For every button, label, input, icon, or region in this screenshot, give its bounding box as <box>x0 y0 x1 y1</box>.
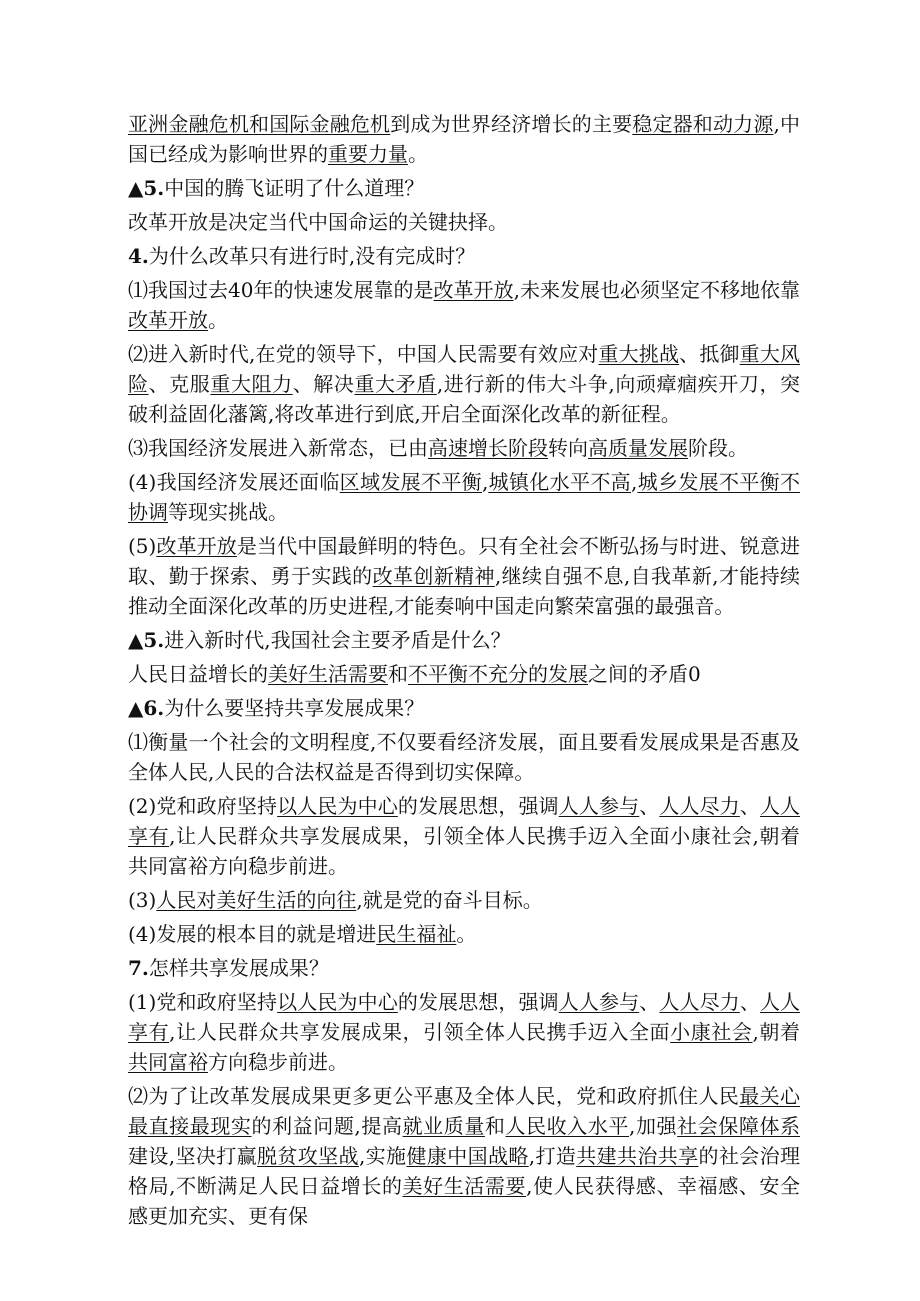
underlined-keyword: 人人参与 <box>558 794 640 818</box>
underlined-keyword: 重大挑战 <box>598 342 680 366</box>
underlined-keyword: 不平衡不充分的发展 <box>408 662 588 686</box>
underlined-keyword: 社会保障体系 <box>677 1114 801 1138</box>
underlined-keyword: 人人参与 <box>558 990 640 1014</box>
underlined-keyword: 人人尽力 <box>659 794 740 818</box>
text-run: 进入新时代,我国社会主要矛盾是什么？ <box>164 628 511 652</box>
text-run: 、 <box>639 990 660 1014</box>
text-run: 、抵御 <box>679 342 740 366</box>
underlined-keyword: 美好生活需要 <box>268 662 388 686</box>
text-run: 到成为世界经济增长的主要 <box>390 112 633 136</box>
paragraph <box>128 885 800 915</box>
paragraph <box>128 727 800 787</box>
paragraph <box>128 791 800 881</box>
text-run: 转向 <box>548 436 588 460</box>
text-run: 。 <box>456 922 477 946</box>
paragraph <box>128 467 800 527</box>
text-run: 的发展思想，强调 <box>397 990 559 1014</box>
text-run: (4)发展的根本目的就是增进 <box>128 922 377 946</box>
paragraph <box>128 173 800 203</box>
question-number: ▲6. <box>128 696 165 720</box>
underlined-keyword: 共建共治共享 <box>576 1144 699 1168</box>
underlined-keyword: 重要力量 <box>328 142 408 166</box>
text-run: 的发展思想，强调 <box>397 794 559 818</box>
underlined-keyword: 民生福祉 <box>376 922 457 946</box>
underlined-keyword: 重大阻力 <box>210 372 293 396</box>
underlined-keyword: 人民对美好生活的向往 <box>156 888 357 912</box>
underlined-keyword: 脱贫攻坚战 <box>257 1144 359 1168</box>
text-run: ,打造 <box>528 1144 577 1168</box>
text-run: 建设,坚决打赢 <box>128 1144 258 1168</box>
paragraph <box>128 109 800 169</box>
text-run: 为什么改革只有进行时,没有完成时？ <box>148 244 476 268</box>
text-run: 的利益问题,提高 <box>251 1114 403 1138</box>
underlined-keyword: 最关心最直接最现实 <box>128 1084 800 1138</box>
underlined-keyword: 人人享有 <box>128 794 801 848</box>
text-run: ,就是党的奋斗目标。 <box>356 888 543 912</box>
paragraph <box>128 1081 800 1231</box>
text-run: 、 <box>739 990 760 1014</box>
text-run: 阶段。 <box>688 436 748 460</box>
underlined-keyword: 美好生活需要 <box>402 1174 527 1198</box>
text-run: ,中国已经成为影响世界的 <box>128 112 801 166</box>
text-run: ,继续自强不息,自我革新,才能持续推动全面深化改革的历史进程,才能奏响中国走向繁荣富强的最强音。 <box>128 564 800 618</box>
paragraph <box>128 693 800 723</box>
underlined-keyword: 高质量发展 <box>588 436 688 460</box>
underlined-keyword: 改革创新精神 <box>372 564 495 588</box>
text-run: (5) <box>128 534 157 558</box>
text-run: 为什么要坚持共享发展成果？ <box>164 696 425 720</box>
text-run: (1)党和政府坚持 <box>128 990 278 1014</box>
text-run: 。 <box>408 142 428 166</box>
text-run: ,让人民群众共享发展成果，引领全体人民携手迈入全面 <box>169 1020 671 1044</box>
question-number: 4. <box>128 244 149 268</box>
underlined-keyword: 重大矛盾 <box>354 372 437 396</box>
text-run: , <box>481 470 489 494</box>
text-run: ⑵为了让改革发展成果更多更公平惠及全体人民，党和政府抓住人民 <box>128 1084 740 1108</box>
text-run: 等现实挑战。 <box>168 500 288 524</box>
underlined-keyword: 改革开放 <box>156 534 237 558</box>
text-run: ,使人民获得感、幸福感、安全感更加充实、更有保 <box>128 1174 801 1228</box>
paragraph <box>128 953 800 983</box>
underlined-keyword: 共同富裕 <box>128 1050 208 1074</box>
text-run: 的社会治理格局,不断满足人民日益增长的 <box>128 1144 801 1198</box>
paragraph <box>128 433 800 463</box>
paragraph <box>128 659 800 689</box>
underlined-keyword: 改革开放 <box>433 278 514 302</box>
question-number: 7. <box>128 956 149 980</box>
text-run: 、克服 <box>148 372 211 396</box>
paragraph <box>128 625 800 655</box>
text-run: (4)我国经济发展还面临 <box>128 470 340 494</box>
underlined-keyword: 城乡发展不平衡不协调 <box>128 470 801 524</box>
document-page <box>128 109 800 1231</box>
paragraph <box>128 987 800 1077</box>
text-run: 改革开放是决定当代中国命运的关键抉择。 <box>128 210 508 234</box>
paragraph <box>128 531 800 621</box>
text-run: (2)党和政府坚持 <box>128 794 278 818</box>
text-run: 是当代中国最鲜明的特色。只有全社会不断弘扬与时进、锐意进取、勤于探索、勇于实践的 <box>128 534 801 588</box>
text-run: 、解决 <box>292 372 355 396</box>
text-run: 和 <box>388 662 408 686</box>
underlined-keyword: 人人享有 <box>128 990 801 1044</box>
text-run: ,加强 <box>629 1114 678 1138</box>
text-run: 和 <box>484 1114 506 1138</box>
underlined-keyword: 改革开放 <box>128 308 208 332</box>
text-run: ,进行新的伟大斗争,向顽瘴痼疾开刀，突破利益固化藩篱,将改革进行到底,开启全面深化改革的新征程。 <box>128 372 801 426</box>
underlined-keyword: 以人民为中心 <box>277 990 398 1014</box>
text-run: 怎样共享发展成果？ <box>148 956 329 980</box>
underlined-keyword: 小康社会 <box>670 1020 753 1044</box>
text-run: (3) <box>128 888 157 912</box>
text-run: ⑴衡量一个社会的文明程度,不仅要看经济发展，面且要看发展成果是否惠及全体人民,人民的合法权益是否得到切实保障。 <box>128 730 800 784</box>
paragraph <box>128 207 800 237</box>
text-run: ,让人民群众共享发展成果，引领全体人民携手迈入全面小康社会,朝着共同富裕方向稳步前进。 <box>128 824 800 878</box>
text-run: 。 <box>208 308 228 332</box>
text-run: , <box>631 470 638 494</box>
underlined-keyword: 人人尽力 <box>659 990 740 1014</box>
underlined-keyword: 城镇化水平不高 <box>488 470 631 494</box>
text-run: ⑴我国过去40年的快速发展靠的是 <box>128 278 434 302</box>
text-run: 方向稳步前进。 <box>208 1050 348 1074</box>
text-run: 、 <box>739 794 760 818</box>
underlined-keyword: 以人民为中心 <box>277 794 398 818</box>
underlined-keyword: 高速增长阶段 <box>428 436 548 460</box>
underlined-keyword: 亚洲金融危机和国际金融危机 <box>128 112 391 136</box>
underlined-keyword: 就业质量 <box>402 1114 485 1138</box>
paragraph <box>128 339 800 429</box>
text-run: 之间的矛盾0 <box>588 662 701 686</box>
text-run: ,朝着 <box>752 1020 801 1044</box>
text-run: ⑶我国经济发展进入新常态，已由 <box>128 436 428 460</box>
underlined-keyword: 稳定器和动力源 <box>632 112 774 136</box>
paragraph <box>128 919 800 949</box>
text-run: 、 <box>639 794 660 818</box>
text-run: ,未来发展也必须坚定不移地依靠 <box>513 278 801 302</box>
text-run: ,实施 <box>358 1144 407 1168</box>
text-run: 中国的腾飞证明了什么道理？ <box>164 176 425 200</box>
paragraph <box>128 241 800 271</box>
paragraph <box>128 275 800 335</box>
underlined-keyword: 健康中国战略 <box>406 1144 529 1168</box>
text-run: 人民日益增长的 <box>128 662 268 686</box>
underlined-keyword: 人民收入水平 <box>505 1114 630 1138</box>
underlined-keyword: 区域发展不平衡 <box>339 470 482 494</box>
text-run: ⑵进入新时代,在党的领导下，中国人民需要有效应对 <box>128 342 599 366</box>
question-number: ▲5. <box>128 176 165 200</box>
question-number: ▲5. <box>128 628 165 652</box>
underlined-keyword: 重大风险 <box>128 342 801 396</box>
